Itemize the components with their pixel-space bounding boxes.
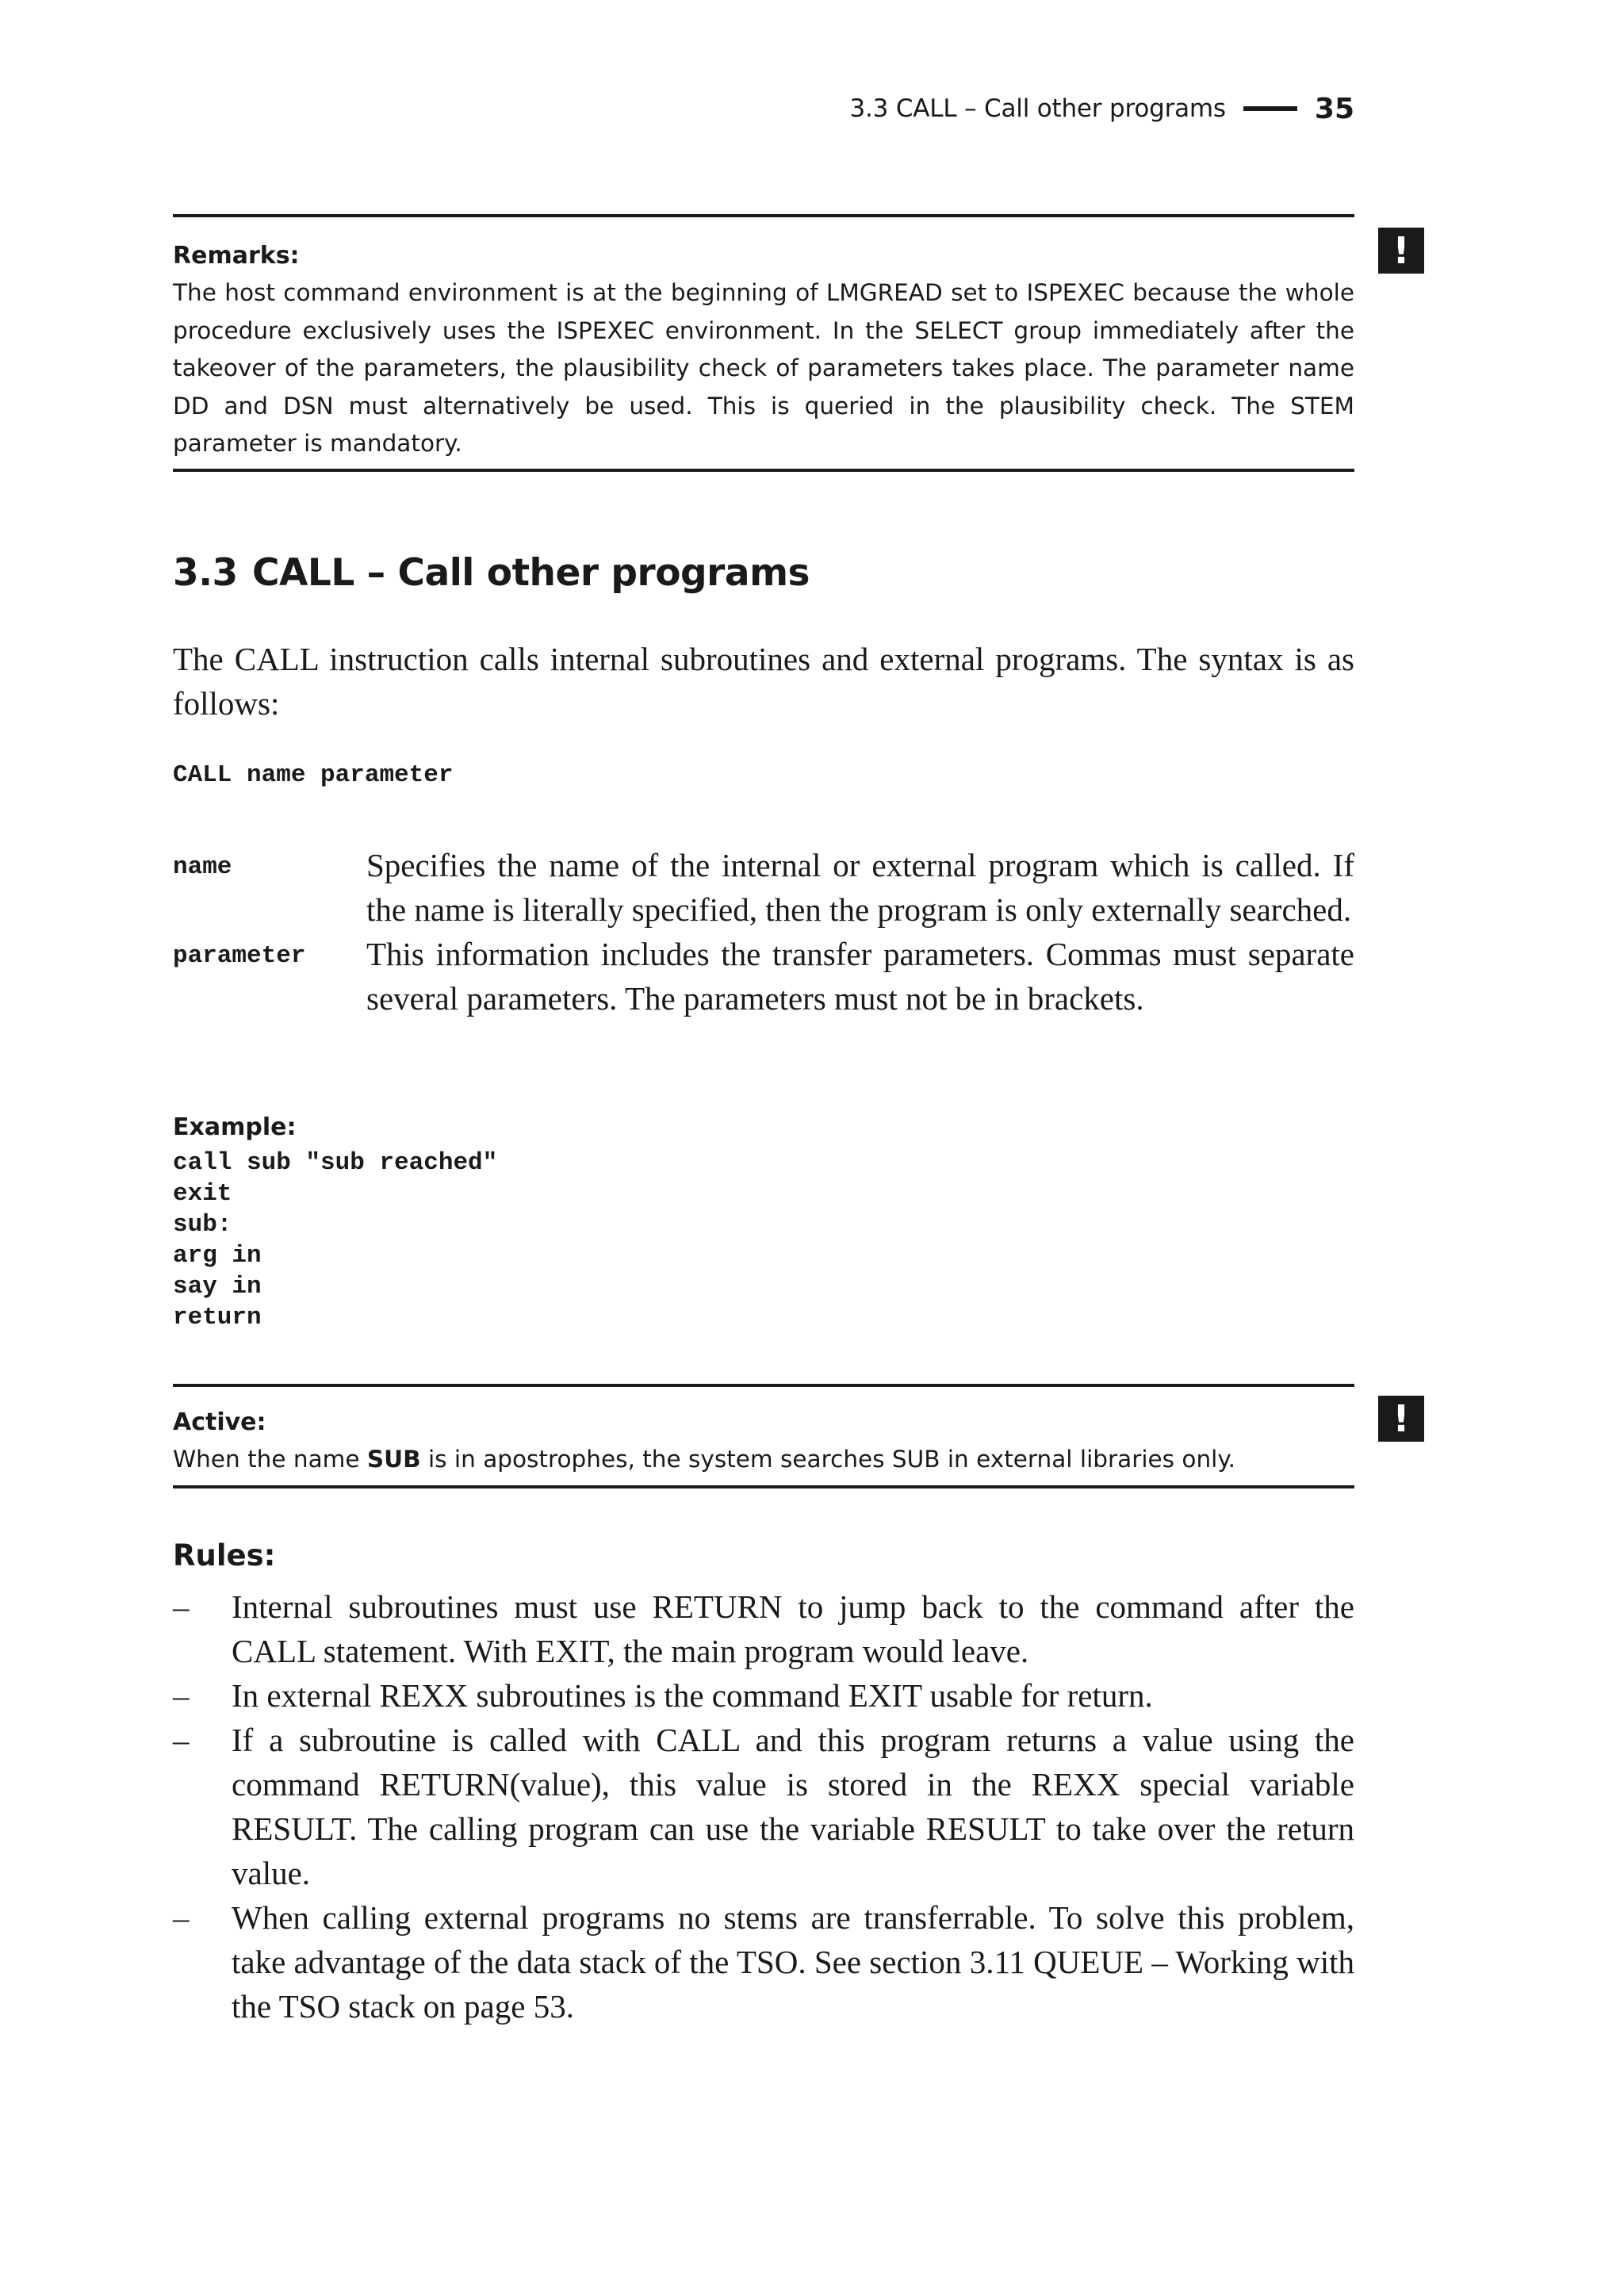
parameter-description: Specifies the name of the internal or external program which is called. If the name is literally specified, then the program is only externally searched.	[366, 847, 1354, 928]
intro-paragraph: The CALL instruction calls internal subroutines and external programs. The syntax is as follows:	[173, 641, 1354, 722]
syntax-line: CALL name parameter	[173, 761, 454, 789]
parameter-list	[173, 843, 1354, 1021]
parameter-row	[173, 932, 1354, 1021]
code-line: sub:	[173, 1211, 232, 1239]
active-text-part: is in apostrophes, the system searches SUB in external libraries only.	[420, 1446, 1235, 1473]
running-title: 3.3 CALL – Call other programs	[849, 94, 1226, 123]
remarks-box	[173, 214, 1354, 472]
parameter-row	[173, 843, 1354, 932]
exclamation-icon: !	[1378, 228, 1424, 274]
code-line: arg in	[173, 1242, 262, 1270]
section-number: 3.3	[173, 551, 238, 595]
running-header	[174, 89, 1354, 128]
section-heading	[173, 551, 1354, 595]
example-heading: Example:	[173, 1113, 297, 1141]
page-number: 35	[1314, 92, 1354, 125]
list-dash: –	[173, 1588, 190, 1625]
list-item	[173, 1673, 1354, 1718]
code-line: exit	[173, 1180, 232, 1208]
code-line: say in	[173, 1273, 262, 1301]
rule-text: Internal subroutines must use RETURN to jump back to the command after the CALL statement. With EXIT, the main program would leave.	[232, 1588, 1354, 1669]
section-title: CALL – Call other programs	[252, 551, 810, 595]
list-item	[173, 1584, 1354, 1673]
rule-text: In external REXX subroutines is the command EXIT usable for return.	[232, 1677, 1153, 1714]
active-text	[173, 1441, 1354, 1479]
list-item	[173, 1895, 1354, 2029]
list-dash: –	[173, 1899, 190, 1936]
list-item	[173, 1718, 1354, 1895]
parameter-term: name	[173, 853, 232, 881]
rules-heading: Rules:	[173, 1538, 276, 1573]
parameter-description: This information includes the transfer parameters. Commas must separate several parameters. The parameters must not be in brackets.	[366, 936, 1354, 1017]
remarks-text: The host command environment is at the beginning of LMGREAD set to ISPEXEC because the whole procedure exclusively uses the ISPEXEC environment. In the SELECT group immediately after the takeover of the parameters, the plausibility check of parameters takes place. The parameter name DD and DSN must alternatively be used. This is queried in the plausibility check. The STEM parameter is mandatory.	[173, 279, 1354, 457]
active-text-bold: SUB	[366, 1446, 421, 1473]
rules-list	[173, 1584, 1354, 2029]
parameter-term: parameter	[173, 942, 306, 970]
exclamation-icon: !	[1378, 1396, 1424, 1442]
header-rule	[1243, 106, 1297, 111]
active-heading: Active:	[173, 1408, 266, 1436]
remarks-heading: Remarks:	[173, 242, 300, 270]
active-text-part: When the name	[173, 1446, 367, 1473]
code-line: return	[173, 1304, 262, 1331]
code-example	[173, 1147, 497, 1333]
rule-text: If a subroutine is called with CALL and this program returns a value using the command RETURN(value), this value is stored in the REXX special variable RESULT. The calling program can use the variable RESULT to take over the return value.	[232, 1722, 1354, 1891]
active-box	[173, 1384, 1354, 1488]
code-line: call sub "sub reached"	[173, 1149, 498, 1177]
list-dash: –	[173, 1722, 190, 1758]
rule-text: When calling external programs no stems are transferrable. To solve this problem, take advantage of the data stack of the TSO. See section 3.11 QUEUE – Working with the TSO stack on page 53.	[232, 1899, 1354, 2025]
list-dash: –	[173, 1677, 190, 1714]
